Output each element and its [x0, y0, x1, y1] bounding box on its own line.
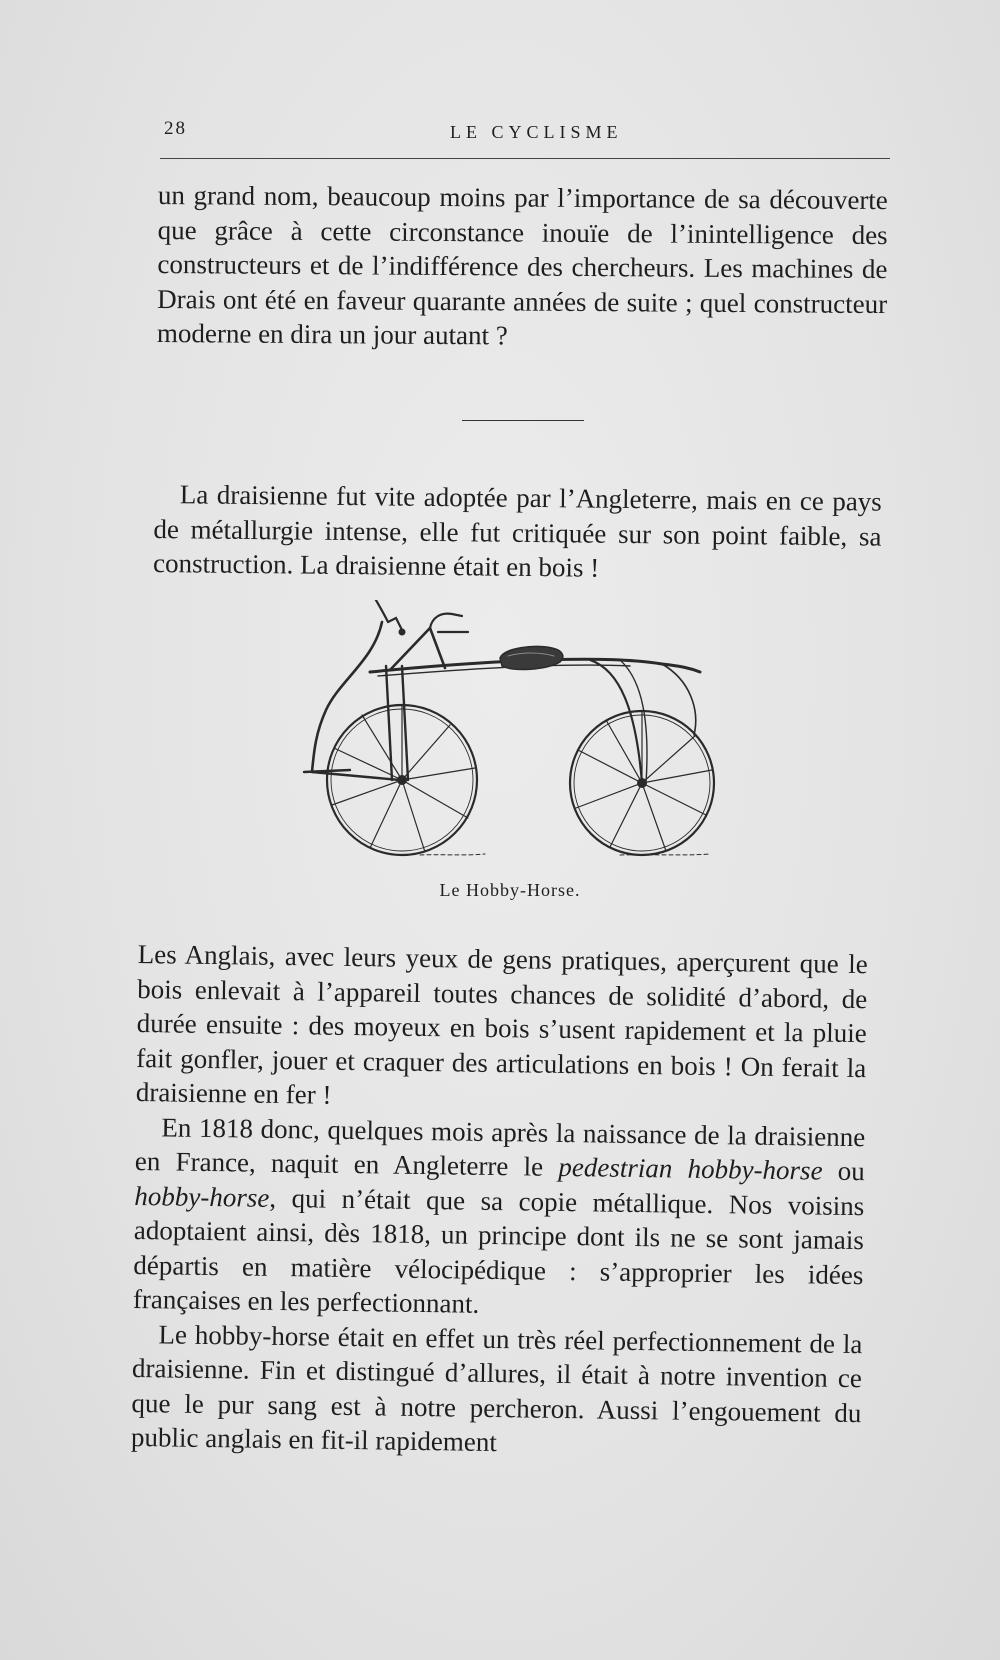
italic-term: hobby-horse [134, 1180, 270, 1213]
text-run: ou [822, 1155, 866, 1187]
paragraph: un grand nom, beaucoup moins par l’importance de sa découverte que grâce à cette circonstance inouïe de l’inintelligence des constructeurs et de l’indifférence des chercheurs. Les machines de Drais ont été en faveur quarante années de suite ; quel constructeur moderne en dira un jour autant ? [156, 179, 888, 351]
text-run: , qui n’était que sa copie métallique. Nos voisins adoptaient ainsi, dès 1818, un principe dont ils ne se sont jamais départis en matière vélocipédique : s’approprier les idées françaises en les perfectionnant. [132, 1182, 865, 1319]
front-fork [386, 666, 408, 780]
figure-caption: Le Hobby-Horse. [439, 880, 581, 900]
running-title: LE CYCLISME [450, 122, 623, 142]
paragraph: Les Anglais, avec leurs yeux de gens pratiques, aperçurent que le bois enlevait à l’appareil toutes chances de solidité d’abord, de durée ensuite : des moyeux en bois s’usent rapidement et la pluie fait gonfler, jouer et craquer des articulations en bois ! On ferait la draisienne en fer ! [135, 938, 868, 1110]
text-block-bottom [131, 937, 868, 1465]
text-block-top [157, 178, 888, 356]
section-separator [462, 420, 584, 421]
text-run: En 1818 donc, quelques mois après la naissance de la draisienne en France, naquit en Angleterre le [134, 1111, 866, 1182]
paragraph: La draisienne fut vite adoptée par l’Angleterre, mais en ce pays de métallurgie intense, elle fut critiquée sur son point faible, sa construction. La draisienne était en bois ! [152, 479, 882, 583]
paragraph: Le hobby-horse était en effet un très réel perfectionnement de la draisienne. Fin et distingué d’allures, il était à notre invention ce que le pur sang est à notre percheron. Aussi l’engouement du public anglais en fit-il rapidement [130, 1318, 863, 1458]
hobby-horse-illustration [290, 600, 730, 870]
text-block-middle [153, 477, 882, 588]
italic-term: pedestrian hobby-horse [558, 1151, 823, 1186]
front-wheel [327, 705, 477, 855]
figure [290, 600, 740, 900]
page-header [160, 118, 890, 158]
paragraph-1818 [133, 1109, 866, 1326]
header-rule [160, 158, 890, 159]
handlebar [366, 600, 405, 635]
page-number: 28 [164, 118, 187, 139]
